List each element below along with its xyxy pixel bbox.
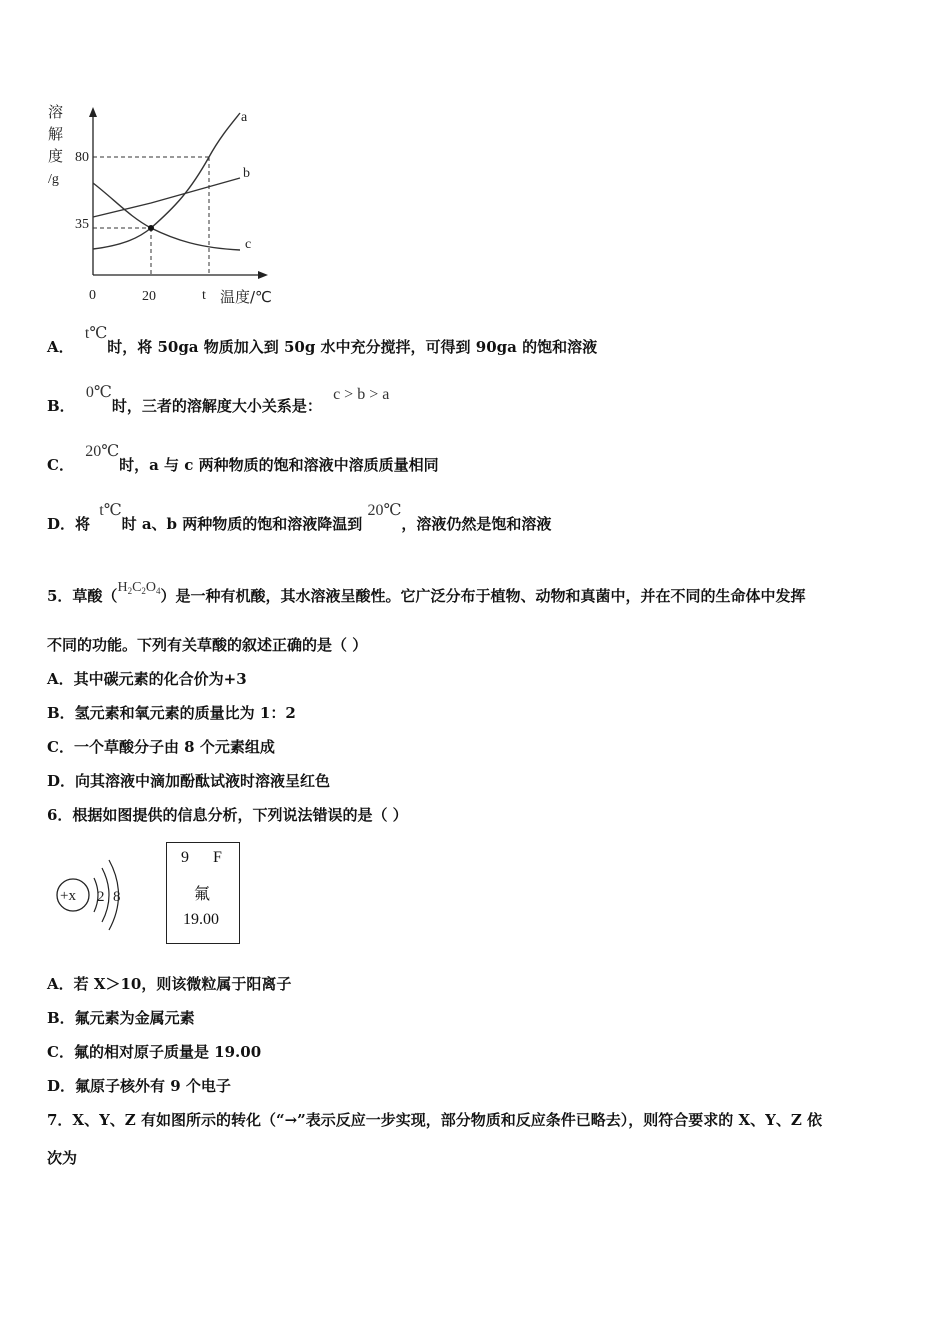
y-axis-label-char-4: /g — [48, 172, 59, 187]
q4-a-temp: t℃ — [84, 325, 108, 342]
q4-b-prefix: B． — [47, 397, 75, 415]
q5-option-c: C．一个草酸分子由 8 个元素组成 — [47, 738, 275, 756]
q5-option-a: A．其中碳元素的化合价为+3 — [47, 670, 247, 688]
q6-option-c: C．氟的相对原子质量是 19.00 — [47, 1043, 262, 1061]
solubility-chart — [40, 95, 290, 315]
shell1-electrons: 2 — [97, 889, 105, 905]
q6-option-a: A．若 X＞10，则该微粒属于阳离子 — [47, 975, 292, 993]
x-tick-0: 0 — [89, 288, 96, 303]
shell2-electrons: 8 — [113, 889, 121, 905]
q4-d-temp2: 20℃ — [367, 502, 402, 519]
element-name: 氟 — [194, 884, 211, 903]
element-atomic-number: 9 — [181, 849, 189, 866]
q6-option-b: B．氟元素为金属元素 — [47, 1009, 195, 1027]
curve-c — [93, 183, 240, 250]
q4-c-temp: 20℃ — [85, 443, 120, 460]
x-tick-t: t — [202, 288, 206, 303]
element-atomic-mass: 19.00 — [183, 911, 219, 928]
y-axis-label-char-3: 度 — [48, 147, 64, 165]
q7-stem-line1: 7．X、Y、Z 有如图所示的转化（“→”表示反应一步实现，部分物质和反应条件已略去），则符合要求的 X、Y、Z 依 — [47, 1111, 823, 1129]
x-tick-20: 20 — [142, 289, 156, 304]
q4-b-relation: c > b > a — [333, 386, 390, 403]
q5-formula: $H_2C_2O_4$ — [117, 580, 161, 596]
curve-b — [93, 178, 240, 217]
q4-b-temp: 0℃ — [85, 384, 112, 401]
atom-structure-diagram — [50, 850, 140, 940]
intersection-point — [148, 225, 154, 231]
q5-stem-start: 5．草酸（ — [47, 587, 118, 605]
y-tick-35: 35 — [75, 217, 89, 232]
q6-option-d: D．氟原子核外有 9 个电子 — [47, 1077, 231, 1095]
q4-c-text: 时，a 与 c 两种物质的饱和溶液中溶质质量相同 — [119, 456, 439, 474]
q5-stem-end: ）是一种有机酸，其水溶液呈酸性。它广泛分布于植物、动物和真菌中，并在不同的生命体中发挥 — [160, 587, 806, 605]
q4-d-temp1: t℃ — [99, 502, 122, 519]
q4-a-text: 时，将 50ga 物质加入到 50g 水中充分搅拌，可得到 90ga 的饱和溶液 — [107, 338, 598, 356]
q4-d-end: ，溶液仍然是饱和溶液 — [401, 515, 552, 533]
q4-option-c — [47, 443, 439, 475]
element-card-fluorine — [166, 842, 240, 944]
y-axis-arrow — [89, 107, 97, 117]
series-label-b: b — [243, 166, 250, 181]
x-axis-arrow — [258, 271, 268, 279]
q4-option-d — [47, 502, 552, 534]
element-symbol: F — [213, 849, 222, 866]
series-label-a: a — [241, 110, 248, 125]
series-label-c: c — [245, 237, 252, 252]
y-axis-label-char-1: 溶 — [48, 103, 64, 121]
q4-d-mid: 时 a、b 两种物质的饱和溶液降温到 — [121, 515, 363, 533]
nucleus-charge: +x — [60, 888, 76, 904]
y-axis-label-char-2: 解 — [48, 125, 64, 143]
q4-a-prefix: A． — [47, 338, 74, 356]
y-tick-80: 80 — [75, 150, 89, 165]
q4-c-prefix: C． — [47, 456, 74, 474]
q7-stem-line2: 次为 — [47, 1149, 78, 1167]
q5-option-b: B．氢元素和氧元素的质量比为 1：2 — [47, 704, 296, 722]
q4-option-a — [47, 325, 598, 357]
q5-stem-line1 — [47, 580, 806, 606]
q4-option-b — [47, 384, 390, 416]
q4-b-text: 时，三者的溶解度大小关系是： — [111, 397, 322, 415]
x-axis-label: 温度/℃ — [220, 288, 272, 306]
q6-stem: 6．根据如图提供的信息分析，下列说法错误的是（ ） — [47, 806, 408, 824]
curve-a — [93, 113, 240, 249]
q5-stem-line2: 不同的功能。下列有关草酸的叙述正确的是（ ） — [47, 636, 368, 654]
q5-option-d: D．向其溶液中滴加酚酞试液时溶液呈红色 — [47, 772, 331, 790]
q4-d-prefix: D．将 — [47, 515, 91, 533]
